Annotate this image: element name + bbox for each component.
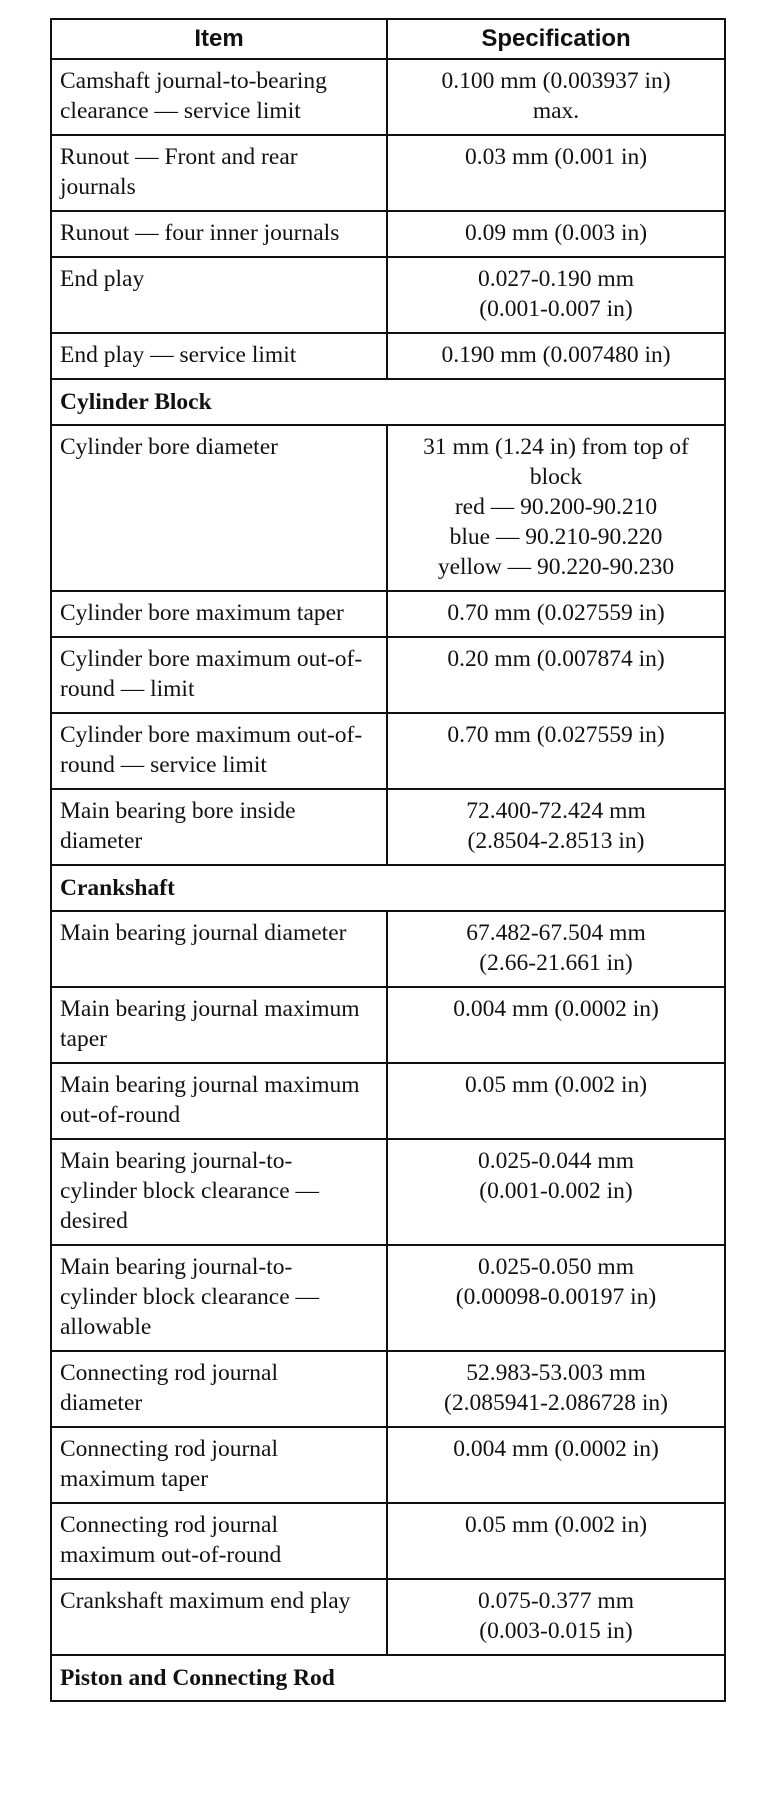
section-piston-connecting-rod: Piston and Connecting Rod (51, 1655, 725, 1701)
item-cell: Main bearing journal-to-cylinder block clearance — desired (51, 1139, 387, 1245)
spec-table (50, 18, 726, 1702)
spec-line: 0.100 mm (0.003937 in) (441, 68, 671, 94)
spec-line: 0.03 mm (0.001 in) (464, 144, 648, 170)
item-cell: Main bearing journal maximum out-of-round (51, 1063, 387, 1139)
item-cell: Main bearing journal maximum taper (51, 987, 387, 1063)
spec-cell (387, 637, 725, 713)
spec-cell (387, 1427, 725, 1503)
spec-line: 67.482-67.504 mm (466, 920, 646, 946)
spec-line: 0.004 mm (0.0002 in) (453, 1436, 659, 1462)
spec-line: 0.05 mm (0.002 in) (464, 1512, 648, 1538)
spec-line: 0.004 mm (0.0002 in) (453, 996, 659, 1022)
spec-cell (387, 1351, 725, 1427)
table-row (51, 257, 725, 333)
item-cell: Crankshaft maximum end play (51, 1579, 387, 1655)
table-row (51, 1063, 725, 1139)
table-row (51, 637, 725, 713)
table-row (51, 1427, 725, 1503)
spec-line: 72.400-72.424 mm (466, 798, 646, 824)
table-row (51, 425, 725, 591)
rows-crankshaft (51, 911, 725, 1655)
spec-cell (387, 713, 725, 789)
spec-line: 31 mm (1.24 in) from top of block (423, 434, 689, 490)
item-cell: Cylinder bore maximum taper (51, 591, 387, 637)
header-specification: Specification (387, 19, 725, 59)
item-cell: Runout — Front and rear journals (51, 135, 387, 211)
spec-cell (387, 425, 725, 591)
table-row (51, 789, 725, 865)
table-row (51, 333, 725, 379)
item-cell: Connecting rod journal maximum out-of-round (51, 1503, 387, 1579)
spec-cell (387, 1063, 725, 1139)
spec-cell (387, 211, 725, 257)
spec-line: 52.983-53.003 mm (466, 1360, 646, 1386)
item-cell: Cylinder bore maximum out-of-round — service limit (51, 713, 387, 789)
spec-line: (0.001-0.007 in) (479, 296, 633, 322)
spec-cell (387, 591, 725, 637)
table-row (51, 911, 725, 987)
spec-line: 0.190 mm (0.007480 in) (441, 342, 671, 368)
table-row (51, 713, 725, 789)
spec-line: 0.025-0.044 mm (477, 1148, 634, 1174)
spec-cell (387, 1139, 725, 1245)
table-row (51, 1139, 725, 1245)
table-row (51, 59, 725, 135)
table-row (51, 1503, 725, 1579)
spec-cell (387, 333, 725, 379)
spec-line: red — 90.200-90.210 (454, 494, 658, 520)
spec-line: 0.09 mm (0.003 in) (464, 220, 648, 246)
spec-cell (387, 987, 725, 1063)
spec-line: (0.003-0.015 in) (479, 1618, 633, 1644)
spec-cell (387, 1579, 725, 1655)
spec-line: 0.075-0.377 mm (477, 1588, 634, 1614)
spec-cell (387, 1245, 725, 1351)
spec-line: (2.8504-2.8513 in) (467, 828, 645, 854)
spec-cell (387, 135, 725, 211)
spec-line: max. (532, 98, 580, 124)
section-row (51, 865, 725, 911)
rows-cylinder-block (51, 425, 725, 865)
spec-line: 0.027-0.190 mm (477, 266, 634, 292)
table-row (51, 591, 725, 637)
header-item: Item (51, 19, 387, 59)
item-cell: End play — service limit (51, 333, 387, 379)
table-row (51, 211, 725, 257)
item-cell: Main bearing journal-to-cylinder block clearance — allowable (51, 1245, 387, 1351)
table-row (51, 987, 725, 1063)
spec-line: 0.70 mm (0.027559 in) (447, 722, 665, 748)
spec-line: (2.085941-2.086728 in) (444, 1390, 668, 1416)
spec-line: blue — 90.210-90.220 (449, 524, 663, 550)
item-cell: Main bearing journal diameter (51, 911, 387, 987)
table-row (51, 1245, 725, 1351)
spec-line: 0.025-0.050 mm (477, 1254, 634, 1280)
item-cell: Runout — four inner journals (51, 211, 387, 257)
spec-cell (387, 1503, 725, 1579)
item-cell: Connecting rod journal maximum taper (51, 1427, 387, 1503)
header-row (51, 19, 725, 59)
item-cell: End play (51, 257, 387, 333)
spec-cell (387, 911, 725, 987)
spec-line: 0.70 mm (0.027559 in) (447, 600, 665, 626)
item-cell: Camshaft journal-to-bearing clearance — service limit (51, 59, 387, 135)
table-row (51, 1351, 725, 1427)
spec-line: (2.66-21.661 in) (479, 950, 633, 976)
section-cylinder-block: Cylinder Block (51, 379, 725, 425)
item-cell: Connecting rod journal diameter (51, 1351, 387, 1427)
spec-cell (387, 789, 725, 865)
table-row (51, 1579, 725, 1655)
table-row (51, 135, 725, 211)
spec-line: yellow — 90.220-90.230 (437, 554, 675, 580)
spec-line: (0.001-0.002 in) (479, 1178, 633, 1204)
spec-line: (0.00098-0.00197 in) (455, 1284, 657, 1310)
item-cell: Cylinder bore maximum out-of-round — limit (51, 637, 387, 713)
spec-cell (387, 59, 725, 135)
spec-line: 0.20 mm (0.007874 in) (447, 646, 665, 672)
spec-line: 0.05 mm (0.002 in) (464, 1072, 648, 1098)
spec-cell (387, 257, 725, 333)
rows-camshaft (51, 59, 725, 379)
item-cell: Cylinder bore diameter (51, 425, 387, 591)
section-crankshaft: Crankshaft (51, 865, 725, 911)
section-row (51, 1655, 725, 1701)
section-row (51, 379, 725, 425)
item-cell: Main bearing bore inside diameter (51, 789, 387, 865)
